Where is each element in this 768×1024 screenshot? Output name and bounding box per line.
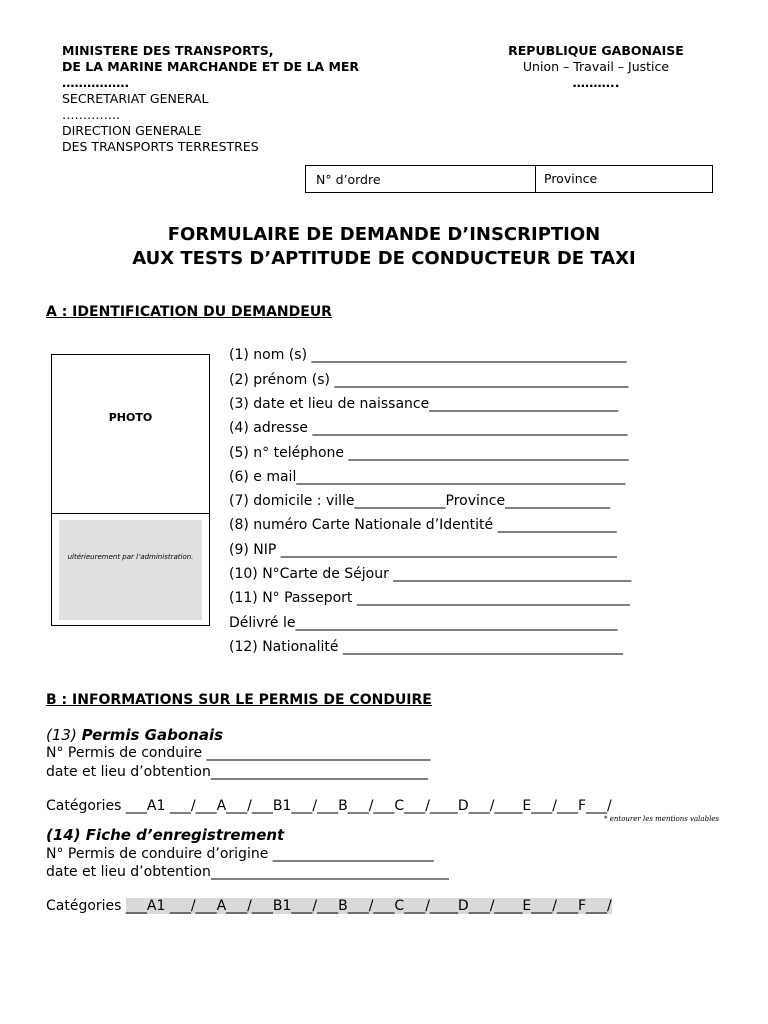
categories-options[interactable]: ___A1 ___/___A___/___B1___/___B___/___C___/____D___/____E___/___F___/ xyxy=(125,898,612,914)
secretariat-label: SECRETARIAT GENERAL xyxy=(62,91,209,106)
form-title: FORMULAIRE DE DEMANDE D’INSCRIPTION xyxy=(167,224,601,245)
field-passeport[interactable]: (11) N° Passeport _______________________________________ xyxy=(229,590,630,606)
province-label: Province xyxy=(544,171,598,186)
field-telephone[interactable]: (5) n° teléphone ________________________________________ xyxy=(229,445,629,461)
separator-dots: ……….. xyxy=(572,75,620,90)
categories-label: Catégories xyxy=(46,898,122,914)
admin-note: ultérieurement par l’administration. xyxy=(67,553,194,561)
photo-label: PHOTO xyxy=(108,411,153,424)
field-permis-origine-obtention[interactable]: date et lieu d’obtention__________________________________ xyxy=(46,864,449,880)
section-b-heading: B : INFORMATIONS SUR LE PERMIS DE CONDUIRE xyxy=(46,692,432,708)
field-permis-obtention[interactable]: date et lieu d’obtention_______________________________ xyxy=(46,764,428,780)
order-number-label: N° d’ordre xyxy=(316,172,381,187)
divider xyxy=(52,513,209,514)
field-nip[interactable]: (9) NIP ________________________________________________ xyxy=(229,542,617,558)
field-nom[interactable]: (1) nom (s) _____________________________________________ xyxy=(229,347,627,363)
direction-label-cont: DES TRANSPORTS TERRESTRES xyxy=(62,139,259,154)
field-adresse[interactable]: (4) adresse _____________________________________________ xyxy=(229,420,628,436)
separator-dots: ……………. xyxy=(62,75,130,90)
ministry-name: MINISTERE DES TRANSPORTS, xyxy=(62,43,274,58)
direction-label: DIRECTION GENERALE xyxy=(62,123,202,138)
field-domicile[interactable]: (7) domicile : ville_____________Province_______________ xyxy=(229,493,611,509)
admin-stamp-area xyxy=(59,520,202,620)
order-province-box xyxy=(305,165,713,193)
categories-options[interactable]: ___A1 ___/___A___/___B1___/___B___/___C___/____D___/____E___/___F___/ xyxy=(125,798,612,814)
field-naissance[interactable]: (3) date et lieu de naissance___________________________ xyxy=(229,396,619,412)
field-nationalite[interactable]: (12) Nationalité ________________________________________ xyxy=(229,639,623,655)
separator-dots: ………….. xyxy=(62,107,120,122)
photo-box xyxy=(51,354,210,626)
field-cni[interactable]: (8) numéro Carte Nationale d’Identité _________________ xyxy=(229,517,617,533)
field-permis-number[interactable]: N° Permis de conduire ________________________________ xyxy=(46,745,431,761)
categories-row-14 xyxy=(46,898,612,914)
republic-motto: Union – Travail – Justice xyxy=(522,59,670,74)
categories-row-13 xyxy=(46,798,612,814)
republic-name: REPUBLIQUE GABONAISE xyxy=(508,43,684,58)
subsection-13-label: Permis Gabonais xyxy=(81,726,224,744)
ministry-name-cont: DE LA MARINE MARCHANDE ET DE LA MER xyxy=(62,59,360,74)
field-email[interactable]: (6) e mail_______________________________________________ xyxy=(229,469,626,485)
field-prenom[interactable]: (2) prénom (s) __________________________________________ xyxy=(229,372,629,388)
subsection-14: (14) Fiche d’enregistrement xyxy=(46,826,285,844)
categories-note: * entourer les mentions valables xyxy=(604,815,720,823)
categories-label: Catégories xyxy=(46,798,122,814)
section-a-heading: A : IDENTIFICATION DU DEMANDEUR xyxy=(46,304,332,320)
field-carte-sejour[interactable]: (10) N°Carte de Séjour __________________________________ xyxy=(229,566,632,582)
field-permis-origine[interactable]: N° Permis de conduire d’origine _______________________ xyxy=(46,846,434,862)
subsection-13-number: (13) xyxy=(46,726,77,744)
form-title-cont: AUX TESTS D’APTITUDE DE CONDUCTEUR DE TAXI xyxy=(132,248,636,269)
subsection-13 xyxy=(46,726,223,744)
field-delivre[interactable]: Délivré le______________________________________________ xyxy=(229,615,618,631)
